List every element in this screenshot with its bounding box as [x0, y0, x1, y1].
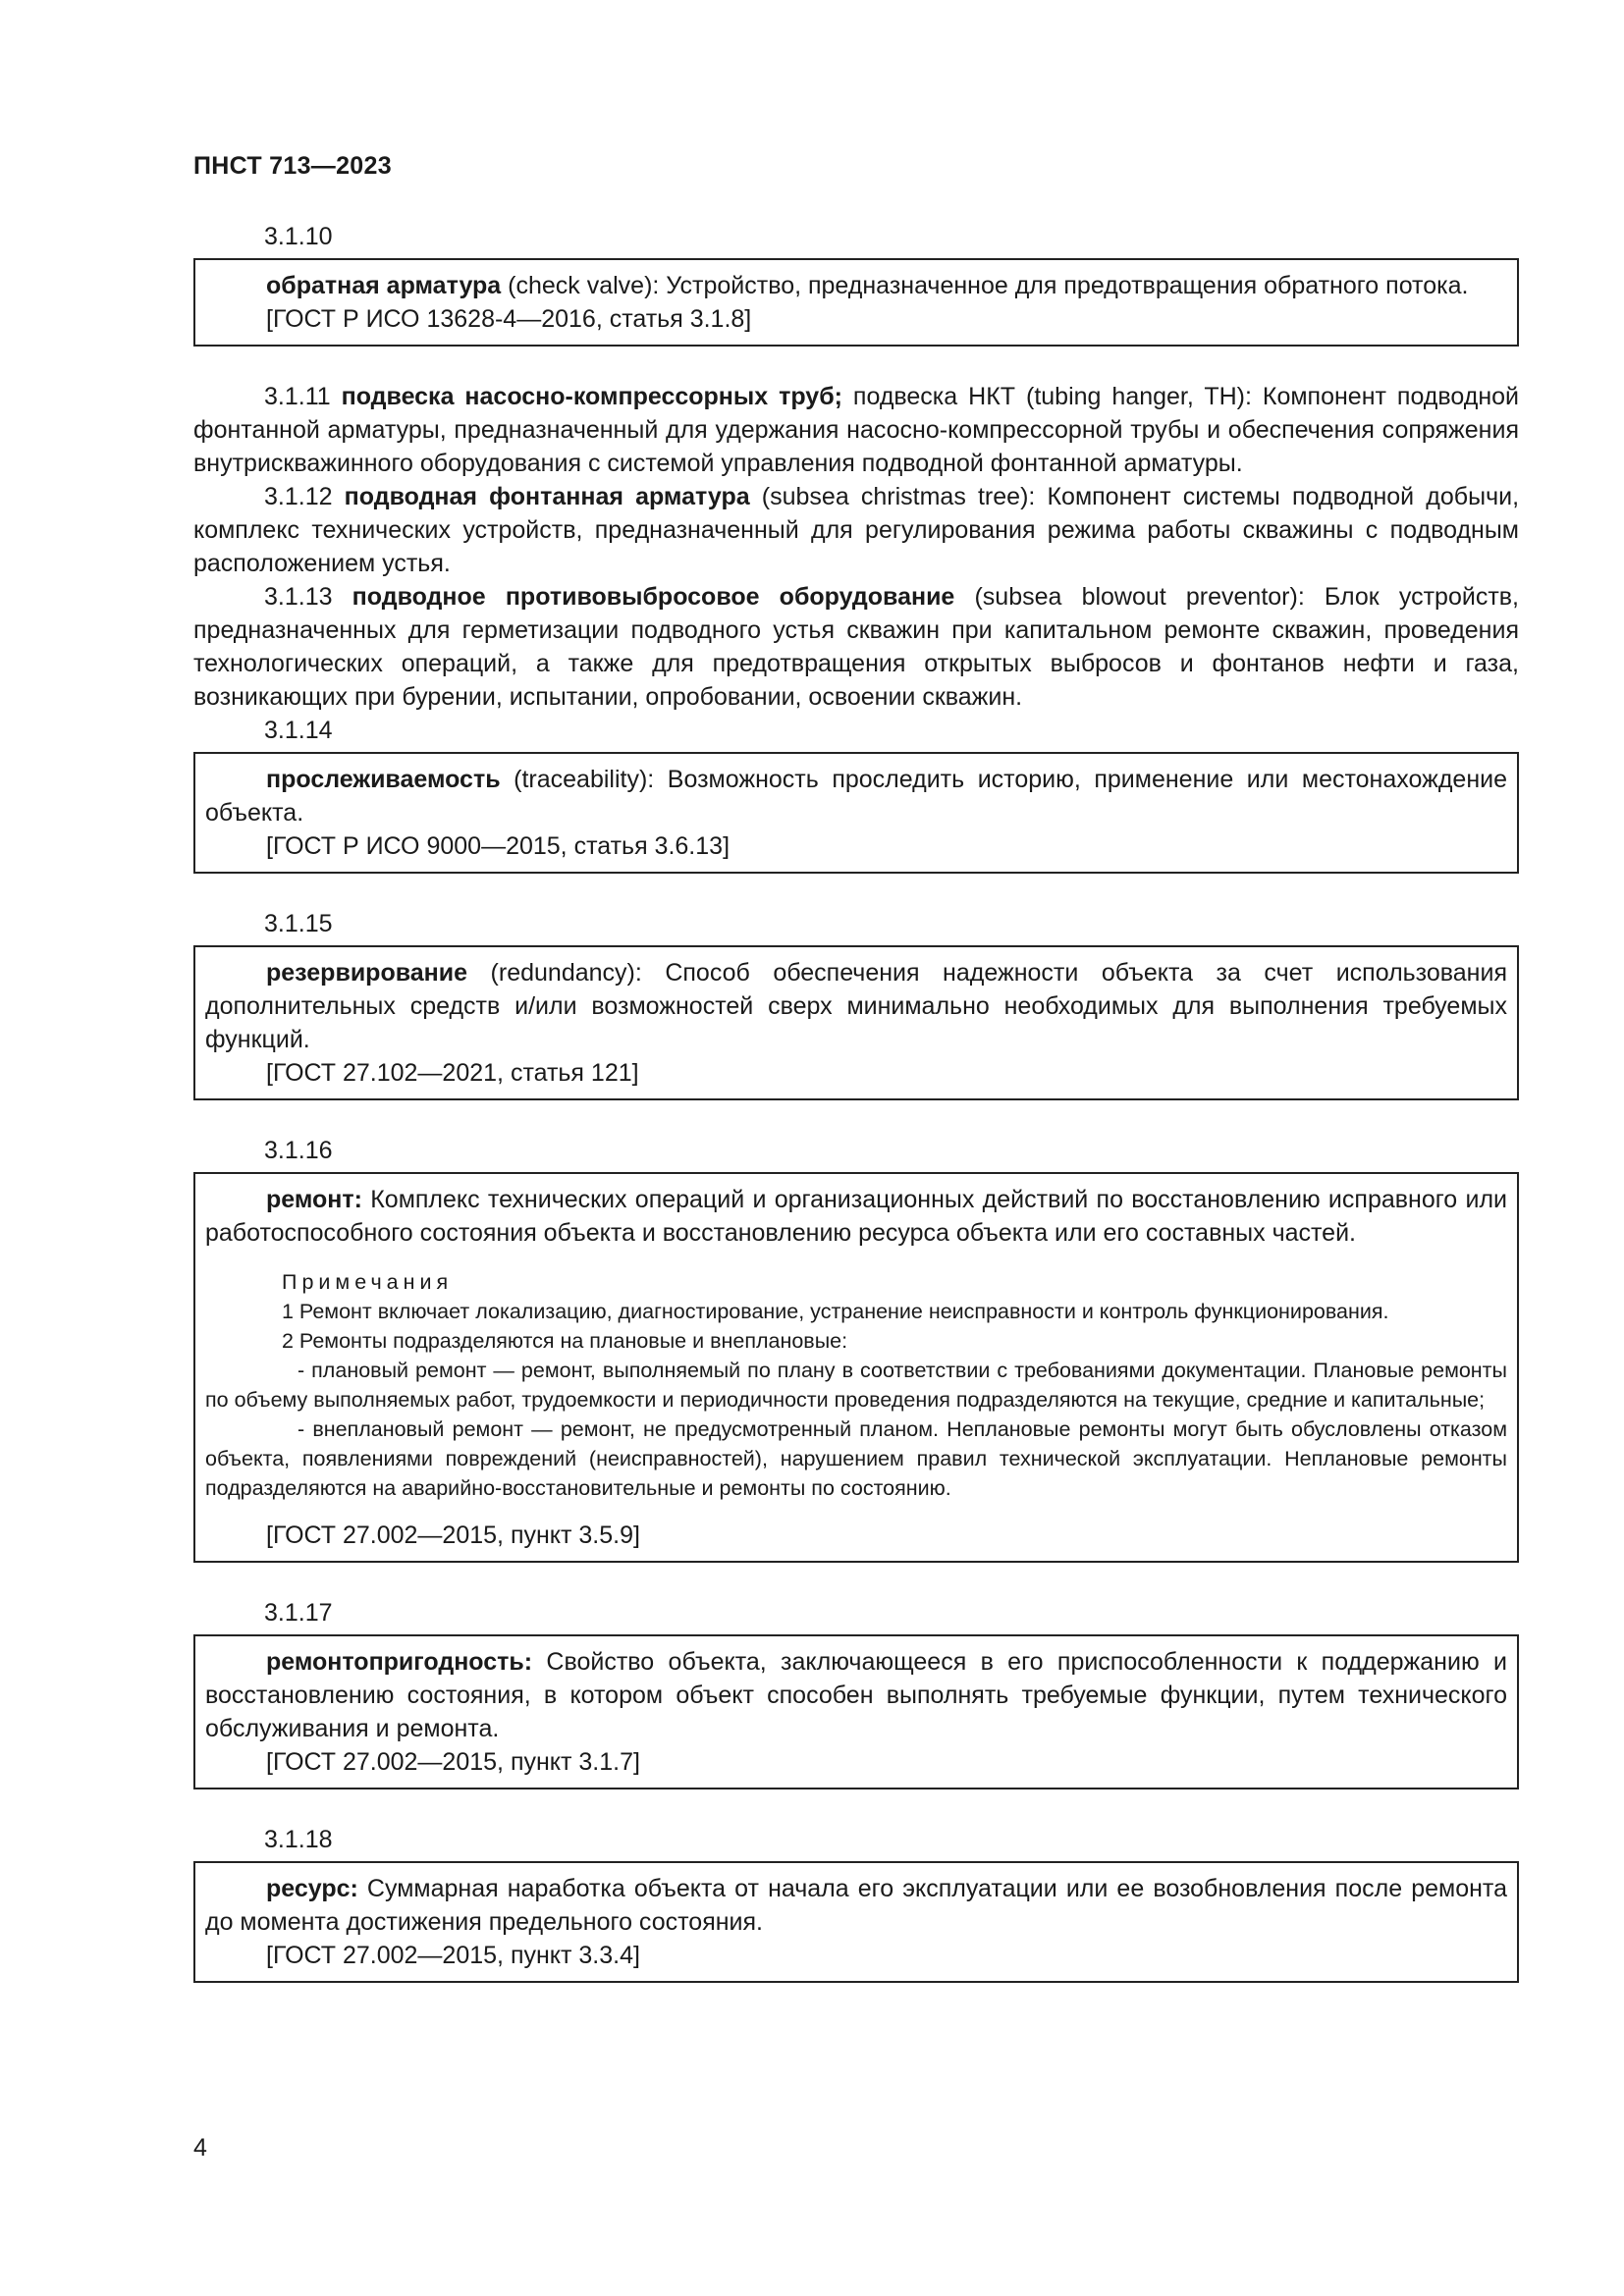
term-definition-box [193, 1861, 1519, 1983]
term-definition-box [193, 1634, 1519, 1789]
term-name: ремонтопригодность: [266, 1648, 533, 1676]
term-text: Суммарная наработка объекта от начала его эксплуатации или ее возобновления после ремонта до момента достижения предельного состояния. [205, 1875, 1507, 1936]
term-definition [205, 763, 1507, 829]
term-name: ресурс: [266, 1875, 358, 1902]
term-definition-box [193, 945, 1519, 1100]
term-definition [205, 1183, 1507, 1250]
term-number: 3.1.16 [264, 1137, 333, 1164]
term-text: (subsea christmas tree): Компонент системы подводной добычи, комплекс технических устройств, предназначенный для регулирования режима работы скважины с подводным расположением устья. [193, 483, 1520, 577]
term-text: (redundancy): Способ обеспечения надежности объекта за счет использования дополнительных средств и/или возможностей сверх минимально необходимых для выполнения требуемых функций. [205, 959, 1507, 1053]
terms-content [193, 220, 1519, 2016]
term-number: 3.1.12 [264, 483, 345, 510]
term-number: 3.1.18 [264, 1826, 333, 1853]
term-text: (subsea blowout preventor): Блок устройств, предназначенных для герметизации подводного устья скважин при капитальном ремонте скважин, проведения технологических операций, а также для предотвращения открытых выбросов и фонтанов нефти и газа, возникающих при бурении, испытании, опробовании, освоении скважин. [193, 583, 1519, 711]
term-definition-box [193, 1172, 1519, 1563]
term-source-ref: [ГОСТ Р ИСО 9000—2015, статья 3.6.13] [266, 832, 731, 860]
term-definition [205, 1645, 1507, 1745]
term-name: подводное противовыбросовое оборудование [352, 583, 955, 611]
notes-title: Примечания [282, 1270, 454, 1294]
term-definition-box [193, 258, 1519, 347]
term-name: обратная арматура [266, 272, 502, 299]
term-number: 3.1.10 [264, 223, 333, 250]
term-number: 3.1.15 [264, 910, 333, 937]
term-number: 3.1.11 [264, 383, 342, 410]
term-name: подвеска насосно-компрессорных труб; [341, 383, 842, 410]
note-item: 2 Ремонты подразделяются на плановые и внеплановые: [282, 1329, 848, 1353]
term-number: 3.1.13 [264, 583, 352, 611]
term-name: прослеживаемость [266, 766, 501, 793]
term-number: 3.1.14 [264, 717, 333, 744]
term-text: (traceability): Возможность проследить историю, применение или местонахождение объекта. [205, 766, 1507, 827]
term-text: подвеска НКТ (tubing hanger, TH): Компонент подводной фонтанной арматуры, предназначенный для удержания насосно-компрессорной трубы и обеспечения сопряжения внутрискважинного оборудования с системой управления подводной фонтанной арматуры. [193, 383, 1520, 477]
term-definition [205, 956, 1507, 1056]
term-text: (check valve): Устройство, предназначенное для предотвращения обратного потока. [501, 272, 1469, 299]
term-source-ref: [ГОСТ Р ИСО 13628-4—2016, статья 3.1.8] [266, 305, 752, 333]
term-name: резервирование [266, 959, 468, 987]
term-paragraph [193, 480, 1519, 580]
term-source-ref: [ГОСТ 27.002—2015, пункт 3.3.4] [266, 1942, 640, 1969]
term-source-ref: [ГОСТ 27.002—2015, пункт 3.5.9] [266, 1522, 640, 1549]
note-subitem: - внеплановый ремонт — ремонт, не предусмотренный планом. Неплановые ремонты могут быть обусловлены отказом объекта, появлениями повреждений (неисправностей), нарушением правил технической эксплуатации. Неплановые ремонты подразделяются на аварийно-восстановительные и ремонты по состоянию. [205, 1417, 1507, 1500]
term-definition [205, 269, 1507, 302]
page-number: 4 [193, 2134, 207, 2162]
term-source-ref: [ГОСТ 27.002—2015, пункт 3.1.7] [266, 1748, 640, 1776]
term-name: ремонт: [266, 1186, 362, 1213]
term-name: подводная фонтанная арматура [344, 483, 750, 510]
document-code: ПНСТ 713—2023 [193, 152, 392, 180]
term-definition-box [193, 752, 1519, 874]
note-item: 1 Ремонт включает локализацию, диагностирование, устранение неисправности и контроль функционирования. [282, 1300, 1389, 1323]
note-subitem: - плановый ремонт — ремонт, выполняемый по плану в соответствии с требованиями документации. Плановые ремонты по объему выполняемых работ, трудоемкости и периодичности проведения подразделяются на текущие, средние и капитальные; [205, 1359, 1507, 1412]
term-definition [205, 1872, 1507, 1939]
term-number: 3.1.17 [264, 1599, 333, 1627]
term-paragraph [193, 380, 1519, 480]
term-source-ref: [ГОСТ 27.102—2021, статья 121] [266, 1059, 639, 1087]
notes-block [205, 1267, 1507, 1503]
term-paragraph [193, 580, 1519, 714]
term-text: Свойство объекта, заключающееся в его приспособленности к поддержанию и восстановлению состояния, в котором объект способен выполнять требуемые функции, путем технического обслуживания и ремонта. [205, 1648, 1507, 1742]
term-text: Комплекс технических операций и организационных действий по восстановлению исправного или работоспособного состояния объекта и восстановлению ресурса объекта или его составных частей. [205, 1186, 1507, 1247]
